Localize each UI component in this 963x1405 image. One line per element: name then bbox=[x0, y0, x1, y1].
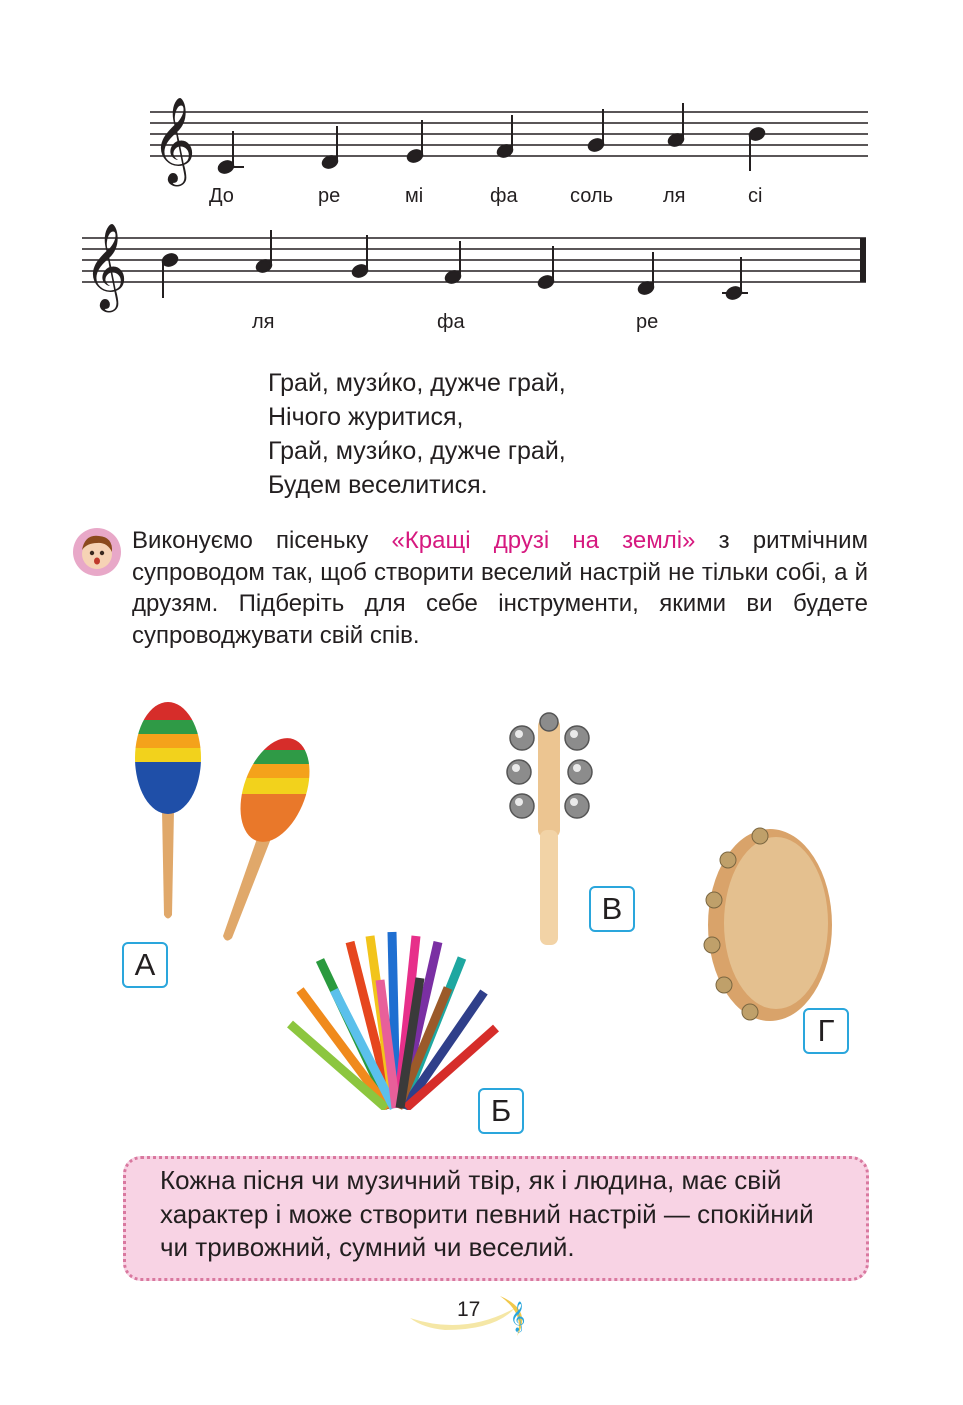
syllable-fa-2: фа bbox=[437, 311, 465, 333]
label-g: Г bbox=[803, 1008, 849, 1054]
syllable-lya: ля bbox=[663, 185, 686, 207]
syllable-do: До bbox=[209, 185, 234, 207]
verse-line: Грай, музи́ко, дужче грай, bbox=[268, 369, 566, 397]
verse-line: Будем веселитися. bbox=[268, 471, 488, 499]
treble-clef-icon: 𝄞 bbox=[152, 97, 196, 183]
tambourine-image bbox=[688, 820, 848, 1030]
syllable-si: сі bbox=[748, 185, 763, 207]
syllable-lya-2: ля bbox=[252, 311, 275, 333]
label-v: В bbox=[589, 886, 635, 932]
song-title-link: «Кращі друзі на землі» bbox=[391, 527, 696, 554]
music-staff-1 bbox=[0, 0, 963, 200]
treble-clef-icon: 𝄞 bbox=[510, 1302, 526, 1332]
treble-clef-icon: 𝄞 bbox=[84, 223, 128, 309]
maracas-image bbox=[120, 690, 335, 950]
syllable-sol: соль bbox=[570, 185, 613, 207]
singing-boy-icon bbox=[73, 528, 121, 576]
note-text: Кожна пісня чи музичний твір, як і людина, має свій характер і може створити певний настрій — спокійний чи тривожний, сумний чи веселий. bbox=[160, 1165, 814, 1262]
label-a: А bbox=[122, 942, 168, 988]
task-text-before: Виконуємо пісеньку bbox=[132, 527, 392, 554]
colored-pencils-image bbox=[270, 920, 515, 1110]
syllable-fa: фа bbox=[490, 185, 518, 207]
music-staff-2 bbox=[0, 210, 963, 320]
song-verse bbox=[268, 366, 566, 502]
verse-line: Нічого журитися, bbox=[268, 403, 464, 431]
page-number: 17 bbox=[457, 1298, 481, 1321]
syllable-mi: мі bbox=[405, 185, 424, 207]
task-paragraph bbox=[132, 525, 868, 651]
syllable-re: ре bbox=[318, 185, 341, 207]
verse-line: Грай, музи́ко, дужче грай, bbox=[268, 437, 566, 465]
task-text-after: з ритмічним супроводом так, щоб створити веселий настрій не тільки собі, а й друзям. Підберіть для себе інструменти, якими ви будете супроводжувати свій спів. bbox=[132, 527, 868, 649]
syllable-re-2: ре bbox=[636, 311, 659, 333]
label-b: Б bbox=[478, 1088, 524, 1134]
